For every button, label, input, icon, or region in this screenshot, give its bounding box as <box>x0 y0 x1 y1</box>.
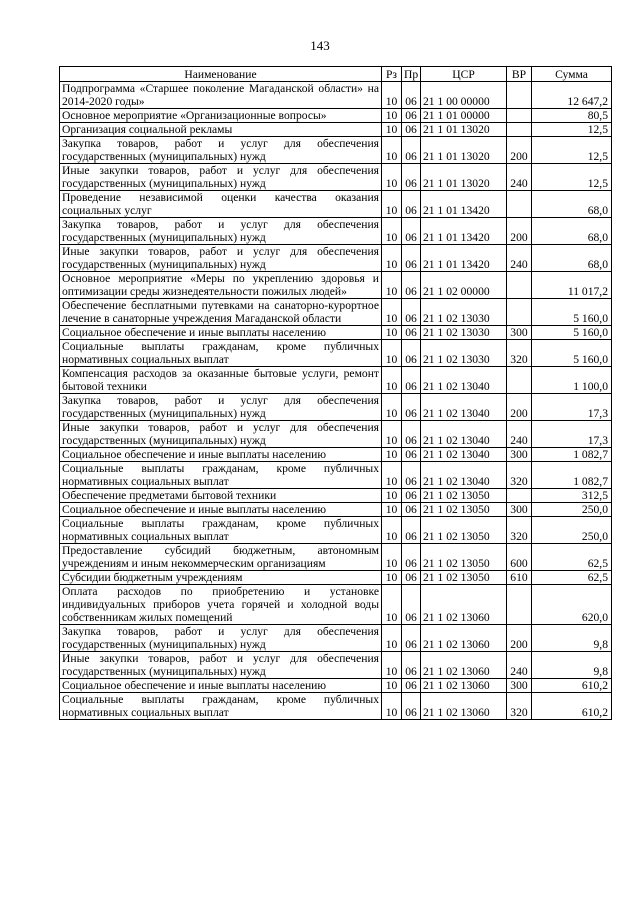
row-rz: 10 <box>382 191 402 218</box>
row-pr: 06 <box>402 367 421 394</box>
row-csr: 21 1 02 13060 <box>421 652 507 679</box>
row-name: Закупка товаров, работ и услуг для обеспечения государственных (муниципальных) нужд <box>60 394 382 421</box>
header-vr: ВР <box>507 67 532 82</box>
table-row <box>60 299 612 326</box>
row-sum: 62,5 <box>532 544 612 571</box>
row-csr: 21 1 02 13040 <box>421 421 507 448</box>
row-vr: 300 <box>507 503 532 517</box>
row-pr: 06 <box>402 245 421 272</box>
row-sum: 5 160,0 <box>532 299 612 326</box>
row-vr <box>507 489 532 503</box>
row-pr: 06 <box>402 517 421 544</box>
row-name: Социальное обеспечение и иные выплаты населению <box>60 679 382 693</box>
row-sum: 610,2 <box>532 693 612 720</box>
row-csr: 21 1 01 13020 <box>421 164 507 191</box>
row-name: Социальное обеспечение и иные выплаты населению <box>60 326 382 340</box>
row-sum: 610,2 <box>532 679 612 693</box>
row-name: Основное мероприятие «Меры по укреплению здоровья и оптимизации среды жизнедеятельности пожилых людей» <box>60 272 382 299</box>
table-row <box>60 340 612 367</box>
row-pr: 06 <box>402 462 421 489</box>
table-row <box>60 191 612 218</box>
row-rz: 10 <box>382 517 402 544</box>
row-pr: 06 <box>402 82 421 109</box>
table-row <box>60 625 612 652</box>
row-rz: 10 <box>382 679 402 693</box>
row-vr: 240 <box>507 245 532 272</box>
row-pr: 06 <box>402 326 421 340</box>
row-vr <box>507 123 532 137</box>
table-row <box>60 109 612 123</box>
row-vr: 200 <box>507 218 532 245</box>
table-row <box>60 585 612 625</box>
row-rz: 10 <box>382 652 402 679</box>
row-pr: 06 <box>402 340 421 367</box>
table-row <box>60 164 612 191</box>
table-row <box>60 245 612 272</box>
row-pr: 06 <box>402 109 421 123</box>
table-row <box>60 394 612 421</box>
row-pr: 06 <box>402 585 421 625</box>
row-rz: 10 <box>382 489 402 503</box>
row-csr: 21 1 02 13050 <box>421 544 507 571</box>
table-row <box>60 544 612 571</box>
row-vr: 320 <box>507 693 532 720</box>
row-rz: 10 <box>382 571 402 585</box>
row-sum: 80,5 <box>532 109 612 123</box>
row-vr <box>507 367 532 394</box>
row-pr: 06 <box>402 693 421 720</box>
row-csr: 21 1 01 13020 <box>421 123 507 137</box>
table-row <box>60 326 612 340</box>
row-sum: 9,8 <box>532 625 612 652</box>
row-csr: 21 1 01 13420 <box>421 218 507 245</box>
table-row <box>60 652 612 679</box>
table-row <box>60 679 612 693</box>
header-name: Наименование <box>60 67 382 82</box>
row-name: Социальные выплаты гражданам, кроме публичных нормативных социальных выплат <box>60 517 382 544</box>
row-pr: 06 <box>402 489 421 503</box>
row-rz: 10 <box>382 625 402 652</box>
row-csr: 21 1 01 00000 <box>421 109 507 123</box>
row-csr: 21 1 02 13030 <box>421 326 507 340</box>
row-rz: 10 <box>382 272 402 299</box>
row-vr: 320 <box>507 340 532 367</box>
row-vr: 200 <box>507 137 532 164</box>
row-pr: 06 <box>402 218 421 245</box>
row-vr: 610 <box>507 571 532 585</box>
row-sum: 12 647,2 <box>532 82 612 109</box>
row-name: Обеспечение предметами бытовой техники <box>60 489 382 503</box>
row-rz: 10 <box>382 109 402 123</box>
row-rz: 10 <box>382 299 402 326</box>
row-csr: 21 1 00 00000 <box>421 82 507 109</box>
table-row <box>60 693 612 720</box>
row-rz: 10 <box>382 82 402 109</box>
row-pr: 06 <box>402 299 421 326</box>
table-row <box>60 218 612 245</box>
row-csr: 21 1 02 13030 <box>421 340 507 367</box>
row-sum: 17,3 <box>532 421 612 448</box>
row-sum: 1 082,7 <box>532 448 612 462</box>
row-rz: 10 <box>382 326 402 340</box>
row-sum: 312,5 <box>532 489 612 503</box>
row-csr: 21 1 02 13060 <box>421 693 507 720</box>
row-vr: 600 <box>507 544 532 571</box>
header-sum: Сумма <box>532 67 612 82</box>
row-vr: 240 <box>507 652 532 679</box>
row-sum: 620,0 <box>532 585 612 625</box>
row-sum: 12,5 <box>532 137 612 164</box>
row-csr: 21 1 02 13030 <box>421 299 507 326</box>
row-rz: 10 <box>382 448 402 462</box>
budget-table <box>59 66 612 720</box>
row-name: Обеспечение бесплатными путевками на санаторно-курортное лечение в санаторные учреждения Магаданской области <box>60 299 382 326</box>
row-name: Проведение независимой оценки качества оказания социальных услуг <box>60 191 382 218</box>
row-vr: 200 <box>507 625 532 652</box>
row-sum: 5 160,0 <box>532 340 612 367</box>
row-csr: 21 1 02 13040 <box>421 462 507 489</box>
table-row <box>60 462 612 489</box>
row-vr: 320 <box>507 517 532 544</box>
row-pr: 06 <box>402 394 421 421</box>
row-rz: 10 <box>382 462 402 489</box>
row-pr: 06 <box>402 137 421 164</box>
row-vr: 320 <box>507 462 532 489</box>
row-sum: 68,0 <box>532 245 612 272</box>
row-sum: 250,0 <box>532 517 612 544</box>
row-sum: 68,0 <box>532 218 612 245</box>
row-csr: 21 1 02 13060 <box>421 679 507 693</box>
row-pr: 06 <box>402 421 421 448</box>
row-rz: 10 <box>382 544 402 571</box>
row-pr: 06 <box>402 272 421 299</box>
row-vr <box>507 82 532 109</box>
row-pr: 06 <box>402 652 421 679</box>
row-csr: 21 1 02 13040 <box>421 394 507 421</box>
header-rz: Рз <box>382 67 402 82</box>
row-vr: 240 <box>507 421 532 448</box>
row-csr: 21 1 02 13060 <box>421 585 507 625</box>
row-name: Социальное обеспечение и иные выплаты населению <box>60 448 382 462</box>
row-name: Основное мероприятие «Организационные вопросы» <box>60 109 382 123</box>
row-rz: 10 <box>382 585 402 625</box>
row-rz: 10 <box>382 693 402 720</box>
row-vr: 300 <box>507 326 532 340</box>
table-row <box>60 137 612 164</box>
row-sum: 68,0 <box>532 191 612 218</box>
row-rz: 10 <box>382 367 402 394</box>
row-vr: 200 <box>507 394 532 421</box>
row-sum: 250,0 <box>532 503 612 517</box>
row-name: Иные закупки товаров, работ и услуг для обеспечения государственных (муниципальных) нужд <box>60 164 382 191</box>
table-row <box>60 123 612 137</box>
table-row <box>60 448 612 462</box>
row-sum: 1 100,0 <box>532 367 612 394</box>
table-body <box>60 82 612 720</box>
row-name: Социальное обеспечение и иные выплаты населению <box>60 503 382 517</box>
row-vr <box>507 272 532 299</box>
row-sum: 17,3 <box>532 394 612 421</box>
row-csr: 21 1 02 13050 <box>421 489 507 503</box>
row-rz: 10 <box>382 164 402 191</box>
row-name: Закупка товаров, работ и услуг для обеспечения государственных (муниципальных) нужд <box>60 625 382 652</box>
row-vr <box>507 109 532 123</box>
row-rz: 10 <box>382 245 402 272</box>
row-vr <box>507 299 532 326</box>
row-name: Социальные выплаты гражданам, кроме публичных нормативных социальных выплат <box>60 340 382 367</box>
row-sum: 62,5 <box>532 571 612 585</box>
row-pr: 06 <box>402 123 421 137</box>
row-pr: 06 <box>402 503 421 517</box>
row-name: Социальные выплаты гражданам, кроме публичных нормативных социальных выплат <box>60 693 382 720</box>
row-sum: 12,5 <box>532 123 612 137</box>
row-pr: 06 <box>402 571 421 585</box>
header-csr: ЦСР <box>421 67 507 82</box>
row-pr: 06 <box>402 544 421 571</box>
row-vr: 240 <box>507 164 532 191</box>
table-row <box>60 272 612 299</box>
table-row <box>60 503 612 517</box>
row-csr: 21 1 01 13020 <box>421 137 507 164</box>
row-csr: 21 1 02 13050 <box>421 571 507 585</box>
row-csr: 21 1 01 13420 <box>421 191 507 218</box>
row-name: Иные закупки товаров, работ и услуг для обеспечения государственных (муниципальных) нужд <box>60 421 382 448</box>
header-pr: Пр <box>402 67 421 82</box>
row-name: Подпрограмма «Старшее поколение Магаданской области» на 2014-2020 годы» <box>60 82 382 109</box>
row-vr <box>507 585 532 625</box>
row-name: Закупка товаров, работ и услуг для обеспечения государственных (муниципальных) нужд <box>60 218 382 245</box>
row-name: Субсидии бюджетным учреждениям <box>60 571 382 585</box>
row-vr: 300 <box>507 448 532 462</box>
row-csr: 21 1 01 13420 <box>421 245 507 272</box>
row-rz: 10 <box>382 123 402 137</box>
table-row <box>60 571 612 585</box>
row-rz: 10 <box>382 137 402 164</box>
row-csr: 21 1 02 13050 <box>421 503 507 517</box>
page-number: 143 <box>310 38 330 53</box>
row-sum: 12,5 <box>532 164 612 191</box>
row-name: Предоставление субсидий бюджетным, автономным учреждениям и иным некоммерческим организациям <box>60 544 382 571</box>
row-sum: 5 160,0 <box>532 326 612 340</box>
row-csr: 21 1 02 13050 <box>421 517 507 544</box>
table-row <box>60 421 612 448</box>
row-sum: 1 082,7 <box>532 462 612 489</box>
row-sum: 9,8 <box>532 652 612 679</box>
table-row <box>60 489 612 503</box>
row-name: Организация социальной рекламы <box>60 123 382 137</box>
row-name: Закупка товаров, работ и услуг для обеспечения государственных (муниципальных) нужд <box>60 137 382 164</box>
row-sum: 11 017,2 <box>532 272 612 299</box>
row-vr <box>507 191 532 218</box>
row-csr: 21 1 02 00000 <box>421 272 507 299</box>
row-csr: 21 1 02 13060 <box>421 625 507 652</box>
table-row <box>60 367 612 394</box>
row-name: Оплата расходов по приобретению и установке индивидуальных приборов учета горячей и холодной воды собственникам жилых помещений <box>60 585 382 625</box>
row-rz: 10 <box>382 503 402 517</box>
table-row <box>60 82 612 109</box>
table-row <box>60 517 612 544</box>
row-csr: 21 1 02 13040 <box>421 448 507 462</box>
row-name: Социальные выплаты гражданам, кроме публичных нормативных социальных выплат <box>60 462 382 489</box>
row-pr: 06 <box>402 679 421 693</box>
row-pr: 06 <box>402 191 421 218</box>
row-name: Иные закупки товаров, работ и услуг для обеспечения государственных (муниципальных) нужд <box>60 652 382 679</box>
row-name: Компенсация расходов за оказанные бытовые услуги, ремонт бытовой техники <box>60 367 382 394</box>
row-csr: 21 1 02 13040 <box>421 367 507 394</box>
row-pr: 06 <box>402 625 421 652</box>
row-rz: 10 <box>382 421 402 448</box>
table-header-row <box>60 67 612 82</box>
row-rz: 10 <box>382 340 402 367</box>
row-name: Иные закупки товаров, работ и услуг для обеспечения государственных (муниципальных) нужд <box>60 245 382 272</box>
row-pr: 06 <box>402 164 421 191</box>
row-pr: 06 <box>402 448 421 462</box>
row-rz: 10 <box>382 394 402 421</box>
row-rz: 10 <box>382 218 402 245</box>
row-vr: 300 <box>507 679 532 693</box>
